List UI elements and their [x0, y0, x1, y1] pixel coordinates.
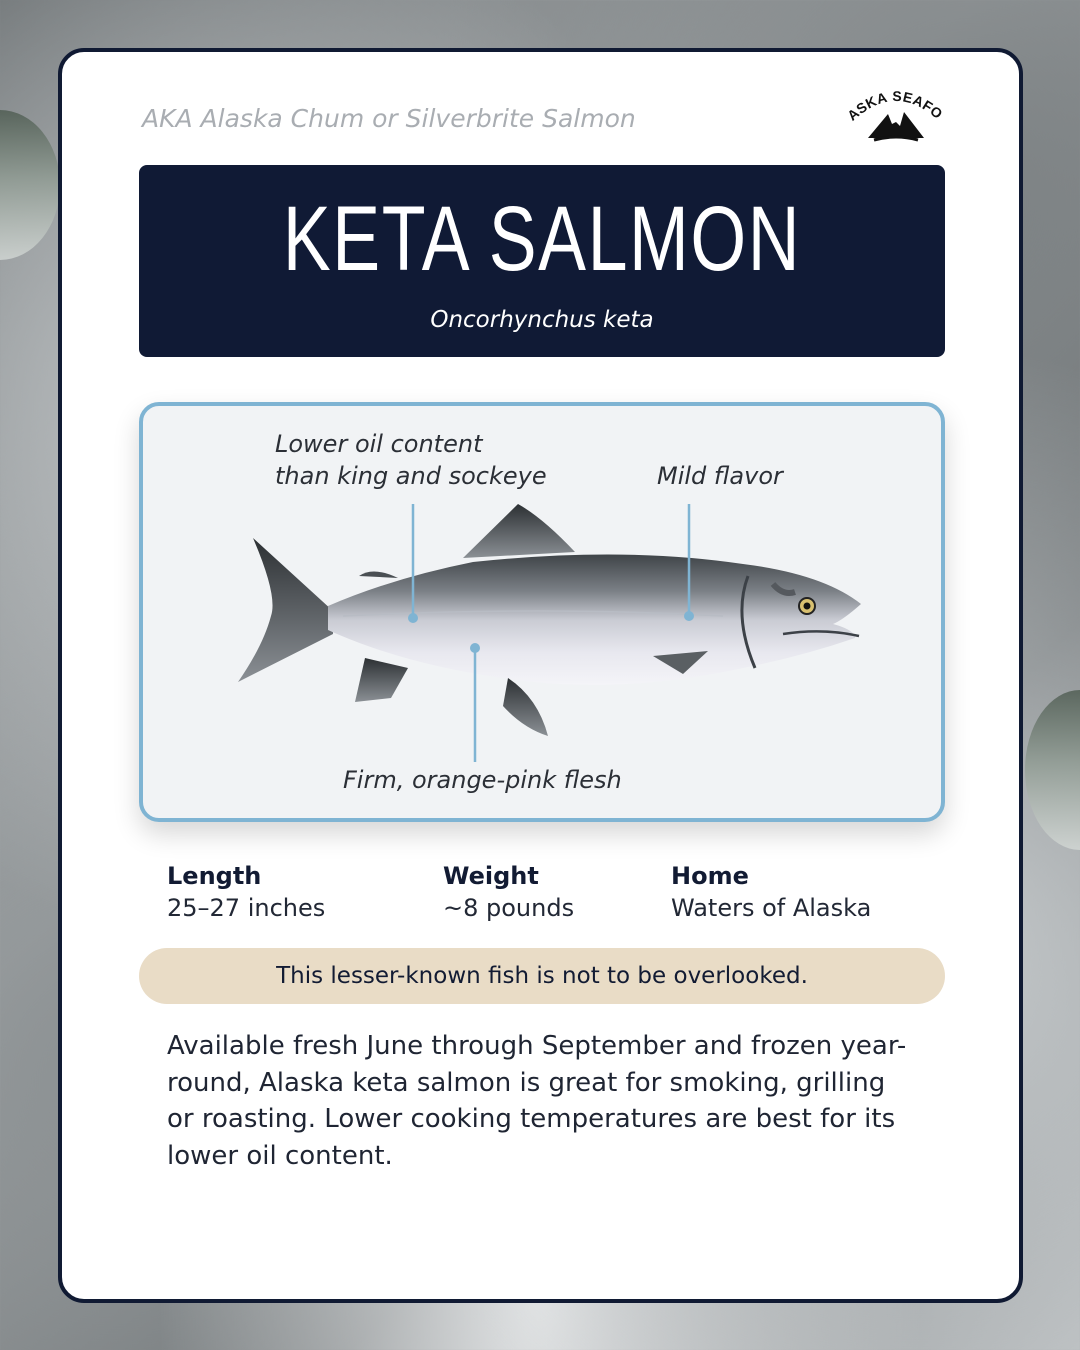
- scientific-name: Oncorhynchus keta: [430, 307, 654, 333]
- stat-home: [671, 860, 871, 924]
- callout-oil-content: [275, 428, 547, 492]
- stat-label: Length: [167, 862, 262, 890]
- page-title: KETA SALMON: [282, 188, 802, 290]
- fish-illustration-panel: [139, 402, 945, 822]
- description: Available fresh June through September and frozen year-round, Alaska keta salmon is great for smoking, grilling or roasting. Lower cooking temperatures are best for its lower oil content.: [167, 1031, 907, 1171]
- tail-fin: [238, 538, 333, 682]
- alaska-seafood-logo: [844, 82, 948, 148]
- callout-flesh: Firm, orange-pink flesh: [343, 766, 622, 794]
- stat-weight: [443, 860, 574, 924]
- alaska-seafood-logo-icon: [844, 82, 948, 148]
- title-box: [139, 165, 945, 357]
- fish-body: [328, 554, 861, 685]
- stat-label: Weight: [443, 862, 539, 890]
- anal-fin: [355, 658, 408, 702]
- svg-text:ALASKA SEAFOOD: ASKA SEAFO: [844, 87, 947, 124]
- callout-oil-line-2: than king and sockeye: [275, 462, 547, 490]
- callout-oil-line-1: Lower oil content: [275, 430, 483, 458]
- pelvic-fin: [503, 678, 548, 736]
- background-fish-right: [1025, 690, 1080, 850]
- dorsal-fin: [463, 504, 575, 558]
- info-card: [58, 48, 1023, 1303]
- stats-row: [167, 860, 927, 930]
- aka-subtitle: AKA Alaska Chum or Silverbrite Salmon: [142, 104, 636, 133]
- stat-label: Home: [671, 862, 749, 890]
- stat-length: [167, 860, 325, 924]
- highlight-banner: This lesser-known fish is not to be overlooked.: [139, 948, 945, 1004]
- background-fish-left: [0, 110, 60, 260]
- stat-value: Waters of Alaska: [671, 894, 872, 922]
- adipose-fin: [359, 571, 398, 578]
- callout-mild-flavor: Mild flavor: [657, 462, 783, 490]
- stat-value: ~8 pounds: [443, 894, 575, 922]
- stat-value: 25–27 inches: [167, 894, 326, 922]
